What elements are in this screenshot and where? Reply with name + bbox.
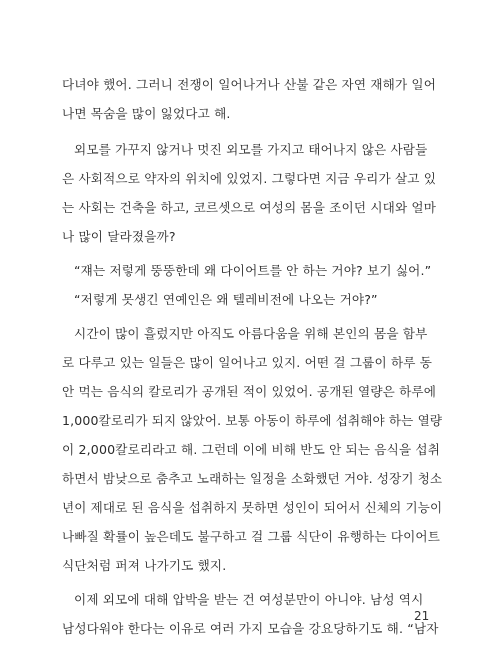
text-line: 이 2,000칼로리라고 해. 그런데 이에 비해 반도 안 되는 음식을 섭취: [62, 442, 441, 457]
text-line: 남성다워야 한다는 이유로 여러 가지 모습을 강요당하기도 해. “남자: [62, 621, 439, 636]
text-line: 안 먹는 음식의 칼로리가 공개된 적이 있었어. 공개된 열량은 하루에: [62, 384, 437, 399]
text-line: 나면 목숨을 많이 잃었다고 해.: [62, 106, 231, 121]
text-line: 나 많이 달라졌을까?: [62, 229, 176, 244]
text-line: 나빠질 확률이 높은데도 불구하고 걸 그룹 식단이 유행하는 다이어트: [62, 529, 441, 544]
text-line: 로 다루고 있는 일들은 많이 일어나고 있지. 어떤 걸 그룹이 하루 동: [62, 355, 433, 370]
text-line: 는 사회는 건축을 하고, 코르셋으로 여성의 몸을 조이던 시대와 얼마: [62, 200, 437, 215]
page-number: 21: [414, 609, 430, 623]
text-line: 은 사회적으로 약자의 위치에 있었지. 그렇다면 지금 우리가 살고 있: [62, 171, 437, 186]
paragraph-first-line: 이제 외모에 대해 압박을 받는 건 여성분만이 아니야. 남성 역시: [74, 592, 424, 607]
text-line: 년이 제대로 된 음식을 섭취하지 못하면 성인이 되어서 신체의 기능이: [62, 500, 443, 515]
paragraph-first-line: 시간이 많이 흘렀지만 아직도 아름다움을 위해 본인의 몸을 함부: [74, 326, 428, 341]
text-line: 1,000칼로리가 되지 않았어. 보통 아동이 하루에 섭취해야 하는 열량: [62, 413, 443, 428]
text-line: 식단처럼 퍼져 나가기도 했지.: [62, 558, 227, 573]
text-line: 다녀야 했어. 그러니 전쟁이 일어나거나 산불 같은 자연 재해가 일어: [62, 77, 437, 92]
paragraph-first-line: 외모를 가꾸지 않거나 멋진 외모를 가지고 태어나지 않은 사람들: [74, 142, 428, 157]
text-line: 하면서 밤낮으로 춤추고 노래하는 일정을 소화했던 거야. 성장기 청소: [62, 471, 443, 486]
quote-line: “저렇게 못생긴 연예인은 왜 텔레비전에 나오는 거야?”: [74, 292, 378, 307]
quote-line: “쟤는 저렇게 뚱뚱한데 왜 다이어트를 안 하는 거야? 보기 싫어.”: [74, 263, 432, 278]
